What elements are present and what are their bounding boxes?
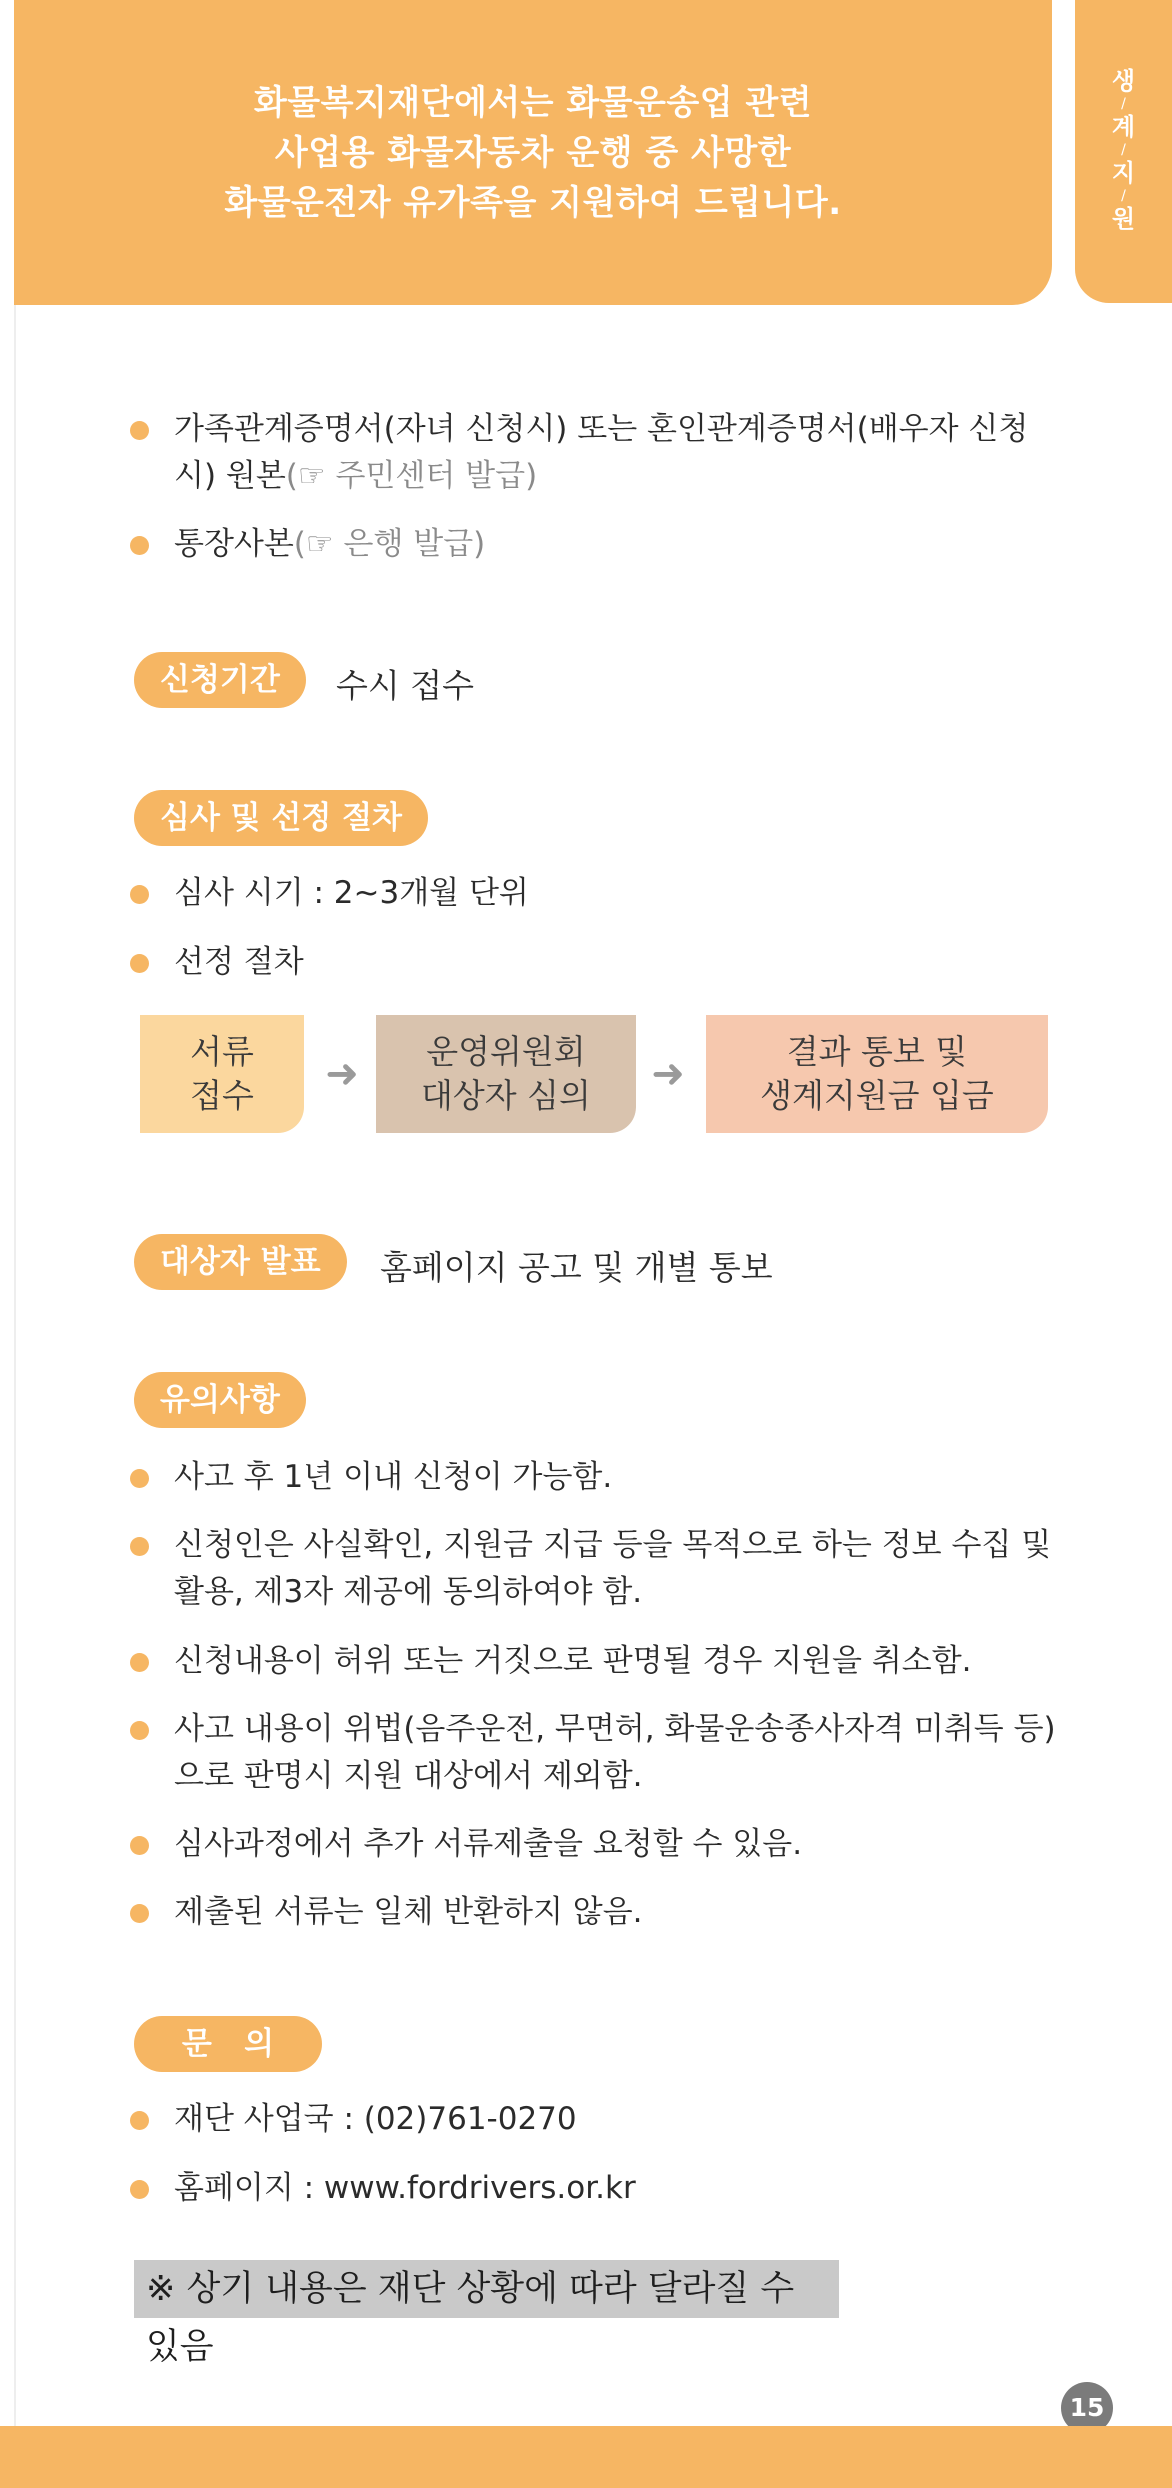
review-item-1	[134, 870, 529, 917]
flow-step-1	[140, 1015, 304, 1133]
flow-step-1-line2: 접수	[190, 1076, 254, 1115]
review-item-1-text: 심사 시기 : 2~3개월 단위	[174, 875, 529, 911]
contact-label: 문 의	[134, 2016, 322, 2072]
note-item-2-line1: 신청인은 사실확인, 지원금 지급 등을 목적으로 하는 정보 수집 및	[174, 1527, 1052, 1563]
notes-label: 유의사항	[134, 1372, 306, 1428]
contact-phone-text: 재단 사업국 : (02)761-0270	[174, 2101, 577, 2137]
document-item-2	[134, 521, 485, 568]
document-item-1	[134, 406, 1074, 500]
flow-step-3-line1: 결과 통보 및	[786, 1032, 968, 1071]
note-item-1-text: 사고 후 1년 이내 신청이 가능함.	[174, 1459, 613, 1495]
announce-label: 대상자 발표	[134, 1234, 347, 1290]
arrow-right-icon: ➜	[325, 1051, 359, 1097]
document-1-text2: 시) 원본	[174, 458, 286, 494]
flow-step-2	[376, 1015, 636, 1133]
review-item-2-text: 선정 절차	[174, 944, 304, 980]
section-tab: 생 / 계 / 지 / 원	[1075, 0, 1172, 303]
contact-phone	[134, 2096, 577, 2143]
page-edge	[14, 305, 16, 2455]
flow-step-2-line2: 대상자 심의	[421, 1076, 591, 1115]
note-item-4-line2: 으로 판명시 지원 대상에서 제외함.	[174, 1758, 643, 1794]
period-value: 수시 접수	[336, 666, 475, 705]
arrow-right-icon: ➜	[651, 1051, 685, 1097]
note-item	[134, 1522, 1051, 1616]
note-item	[134, 1638, 972, 1685]
note-item	[134, 1706, 1056, 1800]
note-item	[134, 1821, 802, 1868]
document-1-text: 가족관계증명서(자녀 신청시) 또는 혼인관계증명서(배우자 신청	[174, 411, 1029, 447]
flow-step-3	[706, 1015, 1048, 1133]
flow-step-1-line1: 서류	[190, 1032, 254, 1071]
note-item-2-line2: 활용, 제3자 제공에 동의하여야 함.	[174, 1574, 643, 1610]
tab-char-3: 지	[1111, 159, 1136, 187]
contact-homepage	[134, 2165, 636, 2212]
tab-char-2: 계	[1111, 113, 1136, 141]
tab-char-1: 생	[1111, 67, 1136, 95]
document-1-note: (☞ 주민센터 발급)	[285, 458, 538, 494]
flow-step-2-line1: 운영위원회	[426, 1032, 586, 1071]
page-number: 15	[1061, 2382, 1113, 2434]
review-item-2	[134, 939, 304, 986]
review-label: 심사 및 선정 절차	[134, 790, 428, 846]
note-item-3-text: 신청내용이 허위 또는 거짓으로 판명될 경우 지원을 취소함.	[174, 1643, 972, 1679]
footer-bar	[0, 2426, 1172, 2488]
note-item	[134, 1454, 612, 1501]
flow-step-3-line2: 생계지원금 입금	[760, 1076, 994, 1115]
note-item-4-line1: 사고 내용이 위법(음주운전, 무면허, 화물운송종사자격 미취득 등)	[174, 1711, 1056, 1747]
announce-value: 홈페이지 공고 및 개별 통보	[380, 1248, 773, 1287]
note-item	[134, 1889, 643, 1936]
tab-char-4: 원	[1111, 205, 1136, 233]
document-2-text: 통장사본	[174, 526, 294, 562]
contact-homepage-text: 홈페이지 : www.fordrivers.or.kr	[174, 2170, 636, 2206]
document-2-note: (☞ 은행 발급)	[293, 526, 486, 562]
note-item-6-text: 제출된 서류는 일체 반환하지 않음.	[174, 1894, 643, 1930]
header-line-2: 사업용 화물자동차 운행 중 사망한	[274, 132, 792, 173]
header-line-1: 화물복지재단에서는 화물운송업 관련	[253, 82, 813, 123]
note-item-5-text: 심사과정에서 추가 서류제출을 요청할 수 있음.	[174, 1826, 803, 1862]
disclaimer: ※ 상기 내용은 재단 상황에 따라 달라질 수 있음	[134, 2260, 839, 2318]
header-line-3: 화물운전자 유가족을 지원하여 드립니다.	[224, 182, 842, 223]
period-label: 신청기간	[134, 652, 306, 708]
header-banner	[14, 0, 1052, 305]
